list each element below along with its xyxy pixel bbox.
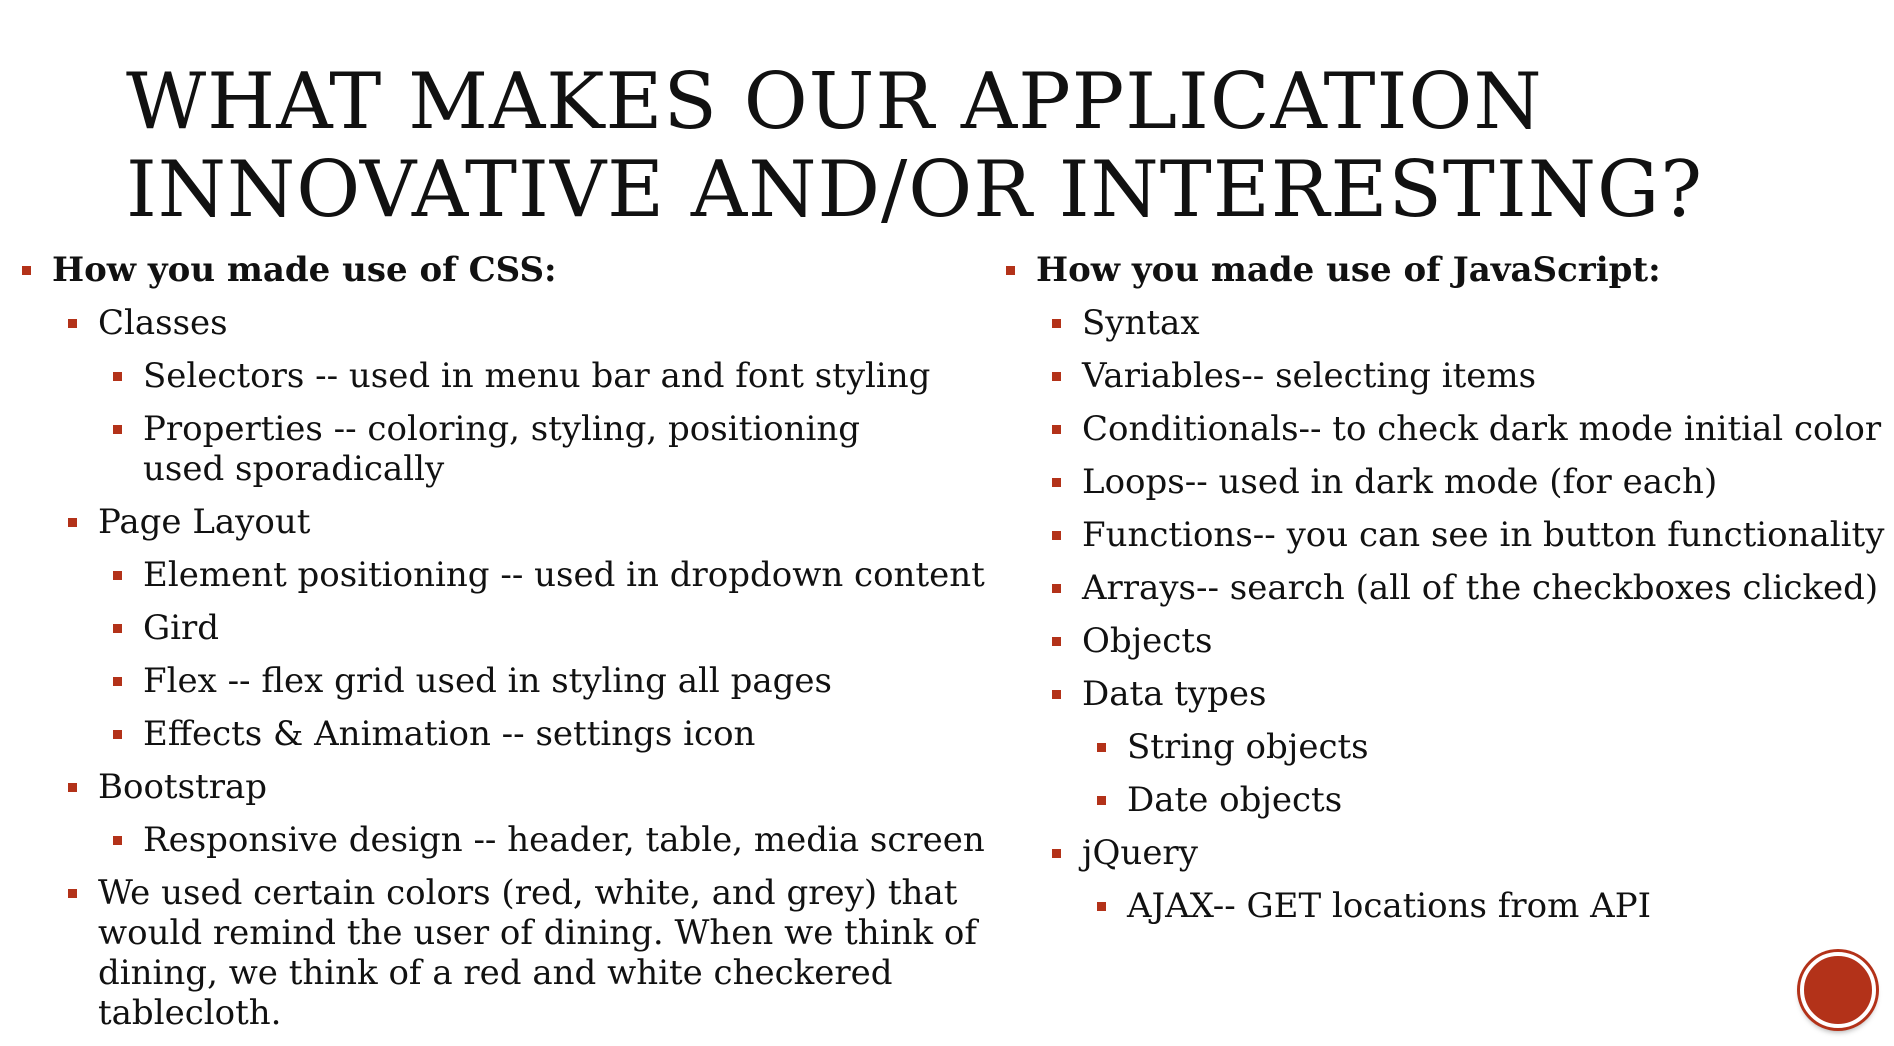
objects-item: Objects bbox=[1052, 621, 1894, 661]
slide-title bbox=[126, 58, 1726, 234]
gird-item: Gird bbox=[113, 608, 1022, 648]
properties-item: Properties -- coloring, styling, positioning used sporadically bbox=[113, 409, 903, 489]
selectors-item: Selectors -- used in menu bar and font styling bbox=[113, 356, 1022, 396]
css-column bbox=[22, 250, 1022, 1046]
data-types-item: Data types bbox=[1052, 674, 1894, 714]
element-positioning-item: Element positioning -- used in dropdown content bbox=[113, 555, 1022, 595]
javascript-column bbox=[1006, 250, 1894, 939]
responsive-design-item: Responsive design -- header, table, media screen bbox=[113, 820, 1022, 860]
loops-item: Loops-- used in dark mode (for each) bbox=[1052, 462, 1894, 502]
string-objects-item: String objects bbox=[1097, 727, 1894, 767]
arrays-item: Arrays-- search (all of the checkboxes clicked) bbox=[1052, 568, 1894, 608]
css-heading: How you made use of CSS: bbox=[22, 250, 1022, 290]
slide-title-line-2: INNOVATIVE AND/OR INTERESTING? bbox=[126, 145, 1704, 235]
slide-number-badge[interactable] bbox=[1800, 952, 1876, 1028]
variables-item: Variables-- selecting items bbox=[1052, 356, 1894, 396]
bootstrap-item: Bootstrap bbox=[68, 767, 1022, 807]
jquery-item: jQuery bbox=[1052, 833, 1894, 873]
functions-item: Functions-- you can see in button functionality bbox=[1052, 515, 1894, 555]
javascript-heading: How you made use of JavaScript: bbox=[1006, 250, 1894, 290]
page-layout-item: Page Layout bbox=[68, 502, 1022, 542]
effects-animation-item: Effects & Animation -- settings icon bbox=[113, 714, 1022, 754]
slide-title-line-1: WHAT MAKES OUR APPLICATION bbox=[126, 57, 1543, 147]
date-objects-item: Date objects bbox=[1097, 780, 1894, 820]
flex-item: Flex -- flex grid used in styling all pages bbox=[113, 661, 1022, 701]
conditionals-item: Conditionals-- to check dark mode initial color bbox=[1052, 409, 1894, 449]
ajax-item: AJAX-- GET locations from API bbox=[1097, 886, 1894, 926]
colors-note-item: We used certain colors (red, white, and grey) that would remind the user of dining. When we think of dining, we think of a red and white checkered tablecloth. bbox=[68, 873, 1028, 1033]
syntax-item: Syntax bbox=[1052, 303, 1894, 343]
classes-item: Classes bbox=[68, 303, 1022, 343]
